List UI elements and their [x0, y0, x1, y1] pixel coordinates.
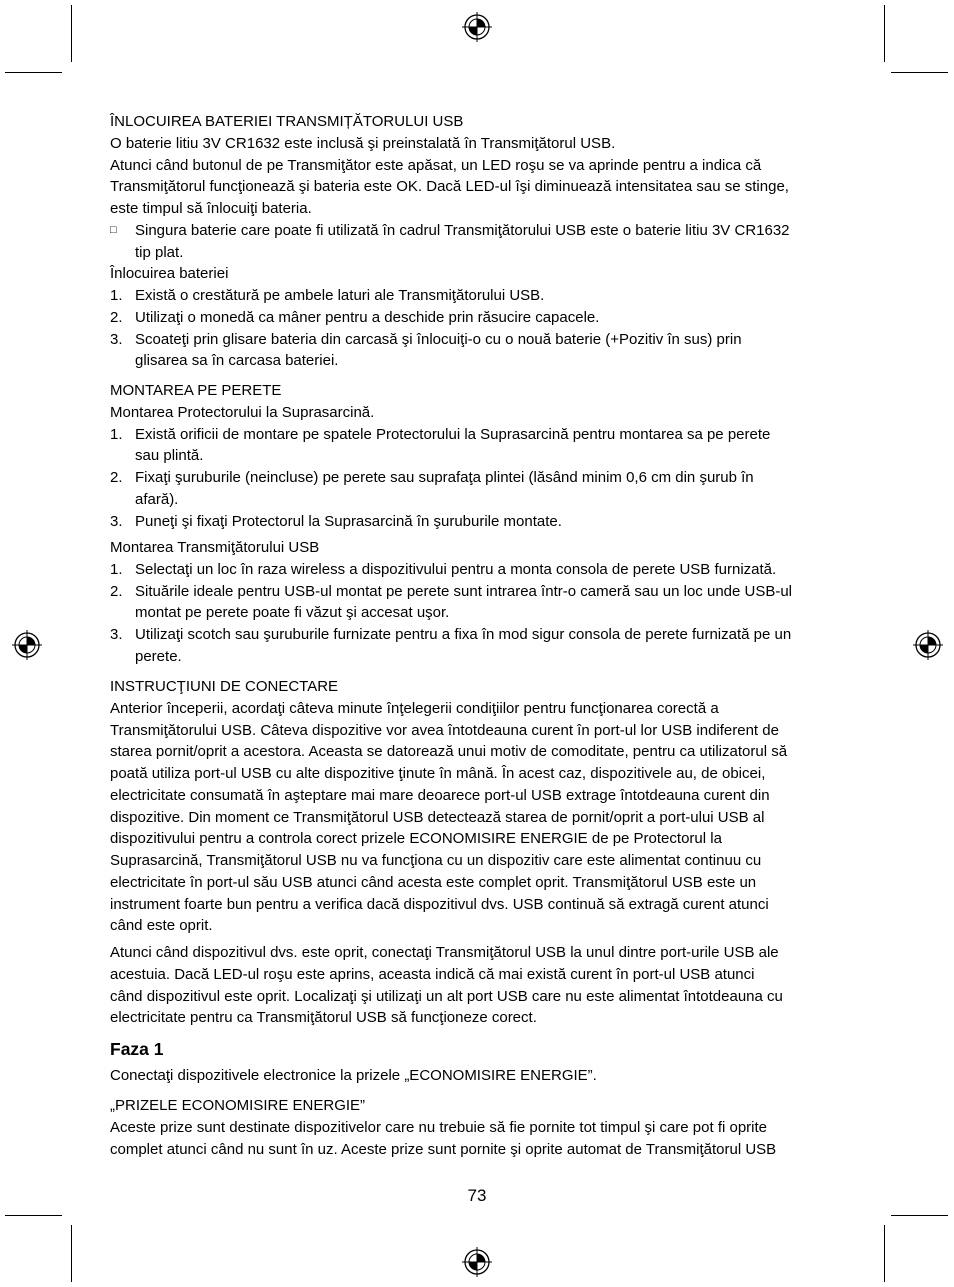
phase-title: Faza 1 — [110, 1039, 164, 1059]
subheading: Înlocuirea bateriei — [110, 265, 229, 283]
list-text: sau plintă. — [135, 447, 204, 465]
list-text: Utilizaţi o monedă ca mâner pentru a deschide prin răsucire capacele. — [135, 308, 600, 326]
list-text: montat pe perete poate fi văzut şi accesat uşor. — [135, 604, 450, 622]
battery-section — [110, 111, 870, 372]
connect-paragraph-2 — [110, 942, 870, 1029]
subheading: Montarea Transmiţătorului USB — [110, 539, 320, 556]
crop-mark-bottom-right-vertical — [884, 1225, 885, 1282]
paragraph-line: starea pornit/oprit a acestora. Aceasta se datorează unui motiv de comoditate, pentru ca utilizatorul să — [110, 743, 788, 761]
list-number: 3. — [110, 330, 123, 348]
crop-mark-top-left-horizontal — [5, 72, 62, 73]
list-text: perete. — [135, 647, 182, 665]
list-number: 2. — [110, 308, 123, 326]
paragraph-line: când dispozitivul este oprit. Localizaţi şi utilizaţi un alt port USB care nu este alimentat întotdeauna cu — [110, 987, 783, 1005]
list-text: Fixaţi şuruburile (neincluse) pe perete sau suprafaţa plintei (lăsând minim 0,6 cm din şurub în — [135, 469, 754, 486]
list-text: tip plat. — [135, 243, 184, 261]
paragraph-line: Atunci când dispozitivul dvs. este oprit, conectaţi Transmiţătorul USB la unul dintre port-urile USB ale — [110, 944, 779, 961]
crop-mark-bottom-left-vertical — [71, 1225, 72, 1282]
registration-mark-left-icon — [12, 630, 42, 660]
paragraph-line: electricitate în port-ul său USB atunci când acesta este complet oprit. Transmiţătorul USB este un — [110, 873, 757, 891]
paragraph-line: electricitate pentru ca Transmiţătorul USB să funcţioneze corect. — [110, 1009, 537, 1027]
paragraph-line: Conectaţi dispozitivele electronice la prizele „ECONOMISIRE ENERGIE”. — [110, 1067, 597, 1084]
paragraph-line: Anterior începerii, acordaţi câteva minute înţelegerii condiţiilor pentru funcţionarea corectă a — [110, 699, 719, 717]
phase-intro — [110, 1065, 870, 1087]
list-item — [110, 285, 870, 307]
eco-sockets-section — [110, 1095, 870, 1160]
crop-mark-top-right-horizontal — [891, 72, 948, 73]
paragraph-line: dispozitivului pentru a controla corect prizele ECONOMISIRE ENERGIE de pe Protectorul la — [110, 830, 722, 848]
section-heading: ÎNLOCUIREA BATERIEI TRANSMIȚĂTORULUI USB — [110, 113, 464, 130]
list-number: 3. — [110, 512, 123, 530]
list-text: Singura baterie care poate fi utilizată în cadrul Transmiţătorului USB este o baterie litiu 3V CR1632 — [135, 221, 790, 239]
list-item — [110, 424, 870, 468]
paragraph-line: Suprasarcină, Transmiţătorul USB nu va funcţiona cu un dispozitiv care este alimentat continuu cu — [110, 852, 762, 869]
paragraph-line: când este oprit. — [110, 917, 213, 935]
list-number: 1. — [110, 287, 123, 304]
crop-mark-bottom-left-horizontal — [5, 1215, 62, 1216]
list-number: 2. — [110, 582, 123, 600]
paragraph-line: este timpul să înlocuiţi bateria. — [110, 200, 312, 217]
paragraph-line: Aceste prize sunt destinate dispozitivelor care nu trebuie să fie pornite tot timpul şi care pot fi oprite — [110, 1118, 768, 1136]
section-heading: MONTAREA PE PERETE — [110, 382, 282, 399]
crop-mark-bottom-right-horizontal — [891, 1215, 948, 1216]
wall-mount-section — [110, 380, 870, 532]
paragraph-line: O baterie litiu 3V CR1632 este inclusă şi preinstalată în Transmiţătorul USB. — [110, 134, 616, 152]
paragraph-line: Transmiţătorul funcţionează şi bateria este OK. Dacă LED-ul îşi diminuează intensitatea sau se stinge, — [110, 178, 789, 196]
subheading: „PRIZELE ECONOMISIRE ENERGIE” — [110, 1097, 366, 1114]
section-heading: INSTRUCŢIUNI DE CONECTARE — [110, 678, 339, 695]
list-text: Scoateţi prin glisare bateria din carcasă şi înlocuiţi-o cu o nouă baterie (+Pozitiv în sus) prin — [135, 330, 742, 348]
paragraph-line: Atunci când butonul de pe Transmiţător este apăsat, un LED roşu se va aprinde pentru a indica că — [110, 156, 762, 174]
bullet-marker: □ — [110, 223, 117, 236]
registration-mark-bottom-icon — [462, 1247, 492, 1277]
list-item — [110, 624, 870, 668]
list-item — [110, 581, 870, 625]
list-item — [110, 559, 870, 581]
crop-mark-top-right-vertical — [884, 5, 885, 62]
paragraph-line: dispozitive. Din moment ce Transmiţătorul USB detectează starea de pornit/oprit a port-ului USB al — [110, 808, 765, 826]
list-item — [110, 329, 870, 373]
page-number: 73 — [467, 1186, 487, 1205]
list-item — [110, 307, 870, 329]
list-text: Există o crestătură pe ambele laturi ale Transmiţătorului USB. — [135, 287, 545, 304]
paragraph-line: instrument foarte bun pentru a verifica dacă dispozitivul dvs. USB continuă să extragă curent atunci — [110, 895, 769, 913]
list-text: Utilizaţi scotch sau şuruburile furnizate pentru a fixa în mod sigur consola de perete furnizată pe un — [135, 626, 792, 643]
list-text: Există orificii de montare pe spatele Protectorului la Suprasarcină pentru montarea sa pe perete — [135, 425, 771, 443]
list-number: 1. — [110, 425, 123, 443]
paragraph-line: Transmiţătorului USB. Câteva dispozitive vor avea întotdeauna curent în port-ul lor USB indiferent de — [110, 721, 779, 739]
list-number: 3. — [110, 626, 123, 643]
list-item — [110, 467, 870, 511]
list-number: 2. — [110, 469, 123, 486]
paragraph-line: electricitate consumată în aşteptare mai mare deoarece port-ul USB extrage întotdeauna curent din — [110, 786, 770, 804]
paragraph-line: acestuia. Dacă LED-ul roşu este aprins, aceasta indică că mai există curent în port-ul USB atunci — [110, 965, 755, 983]
list-number: 1. — [110, 560, 123, 578]
connect-section — [110, 676, 870, 937]
list-item — [110, 511, 870, 533]
list-text: Selectaţi un loc în raza wireless a dispozitivului pentru a monta consola de perete USB furnizată. — [135, 560, 777, 578]
registration-mark-right-icon — [913, 630, 943, 660]
crop-mark-top-left-vertical — [71, 5, 72, 62]
list-text: Puneţi şi fixaţi Protectorul la Suprasarcină în şuruburile montate. — [135, 512, 562, 530]
list-text: afară). — [135, 490, 179, 508]
list-text: glisarea sa în carcasa bateriei. — [135, 352, 339, 370]
paragraph-line: poată utiliza port-ul USB cu alte dispozitive ţinute în mână. În acest caz, dispozitivele au, de obicei, — [110, 765, 766, 782]
registration-mark-top-icon — [462, 12, 492, 42]
subheading: Montarea Protectorului la Suprasarcină. — [110, 403, 375, 421]
list-text: Situările ideale pentru USB-ul montat pe perete sunt intrarea într-o cameră sau un loc unde USB-ul — [135, 582, 793, 600]
paragraph-line: complet atunci când nu sunt în uz. Aceste prize sunt pornite şi oprite automat de Transmiţătorul USB — [110, 1140, 777, 1158]
bullet-note — [110, 220, 870, 264]
transmitter-mount-section — [110, 537, 870, 668]
